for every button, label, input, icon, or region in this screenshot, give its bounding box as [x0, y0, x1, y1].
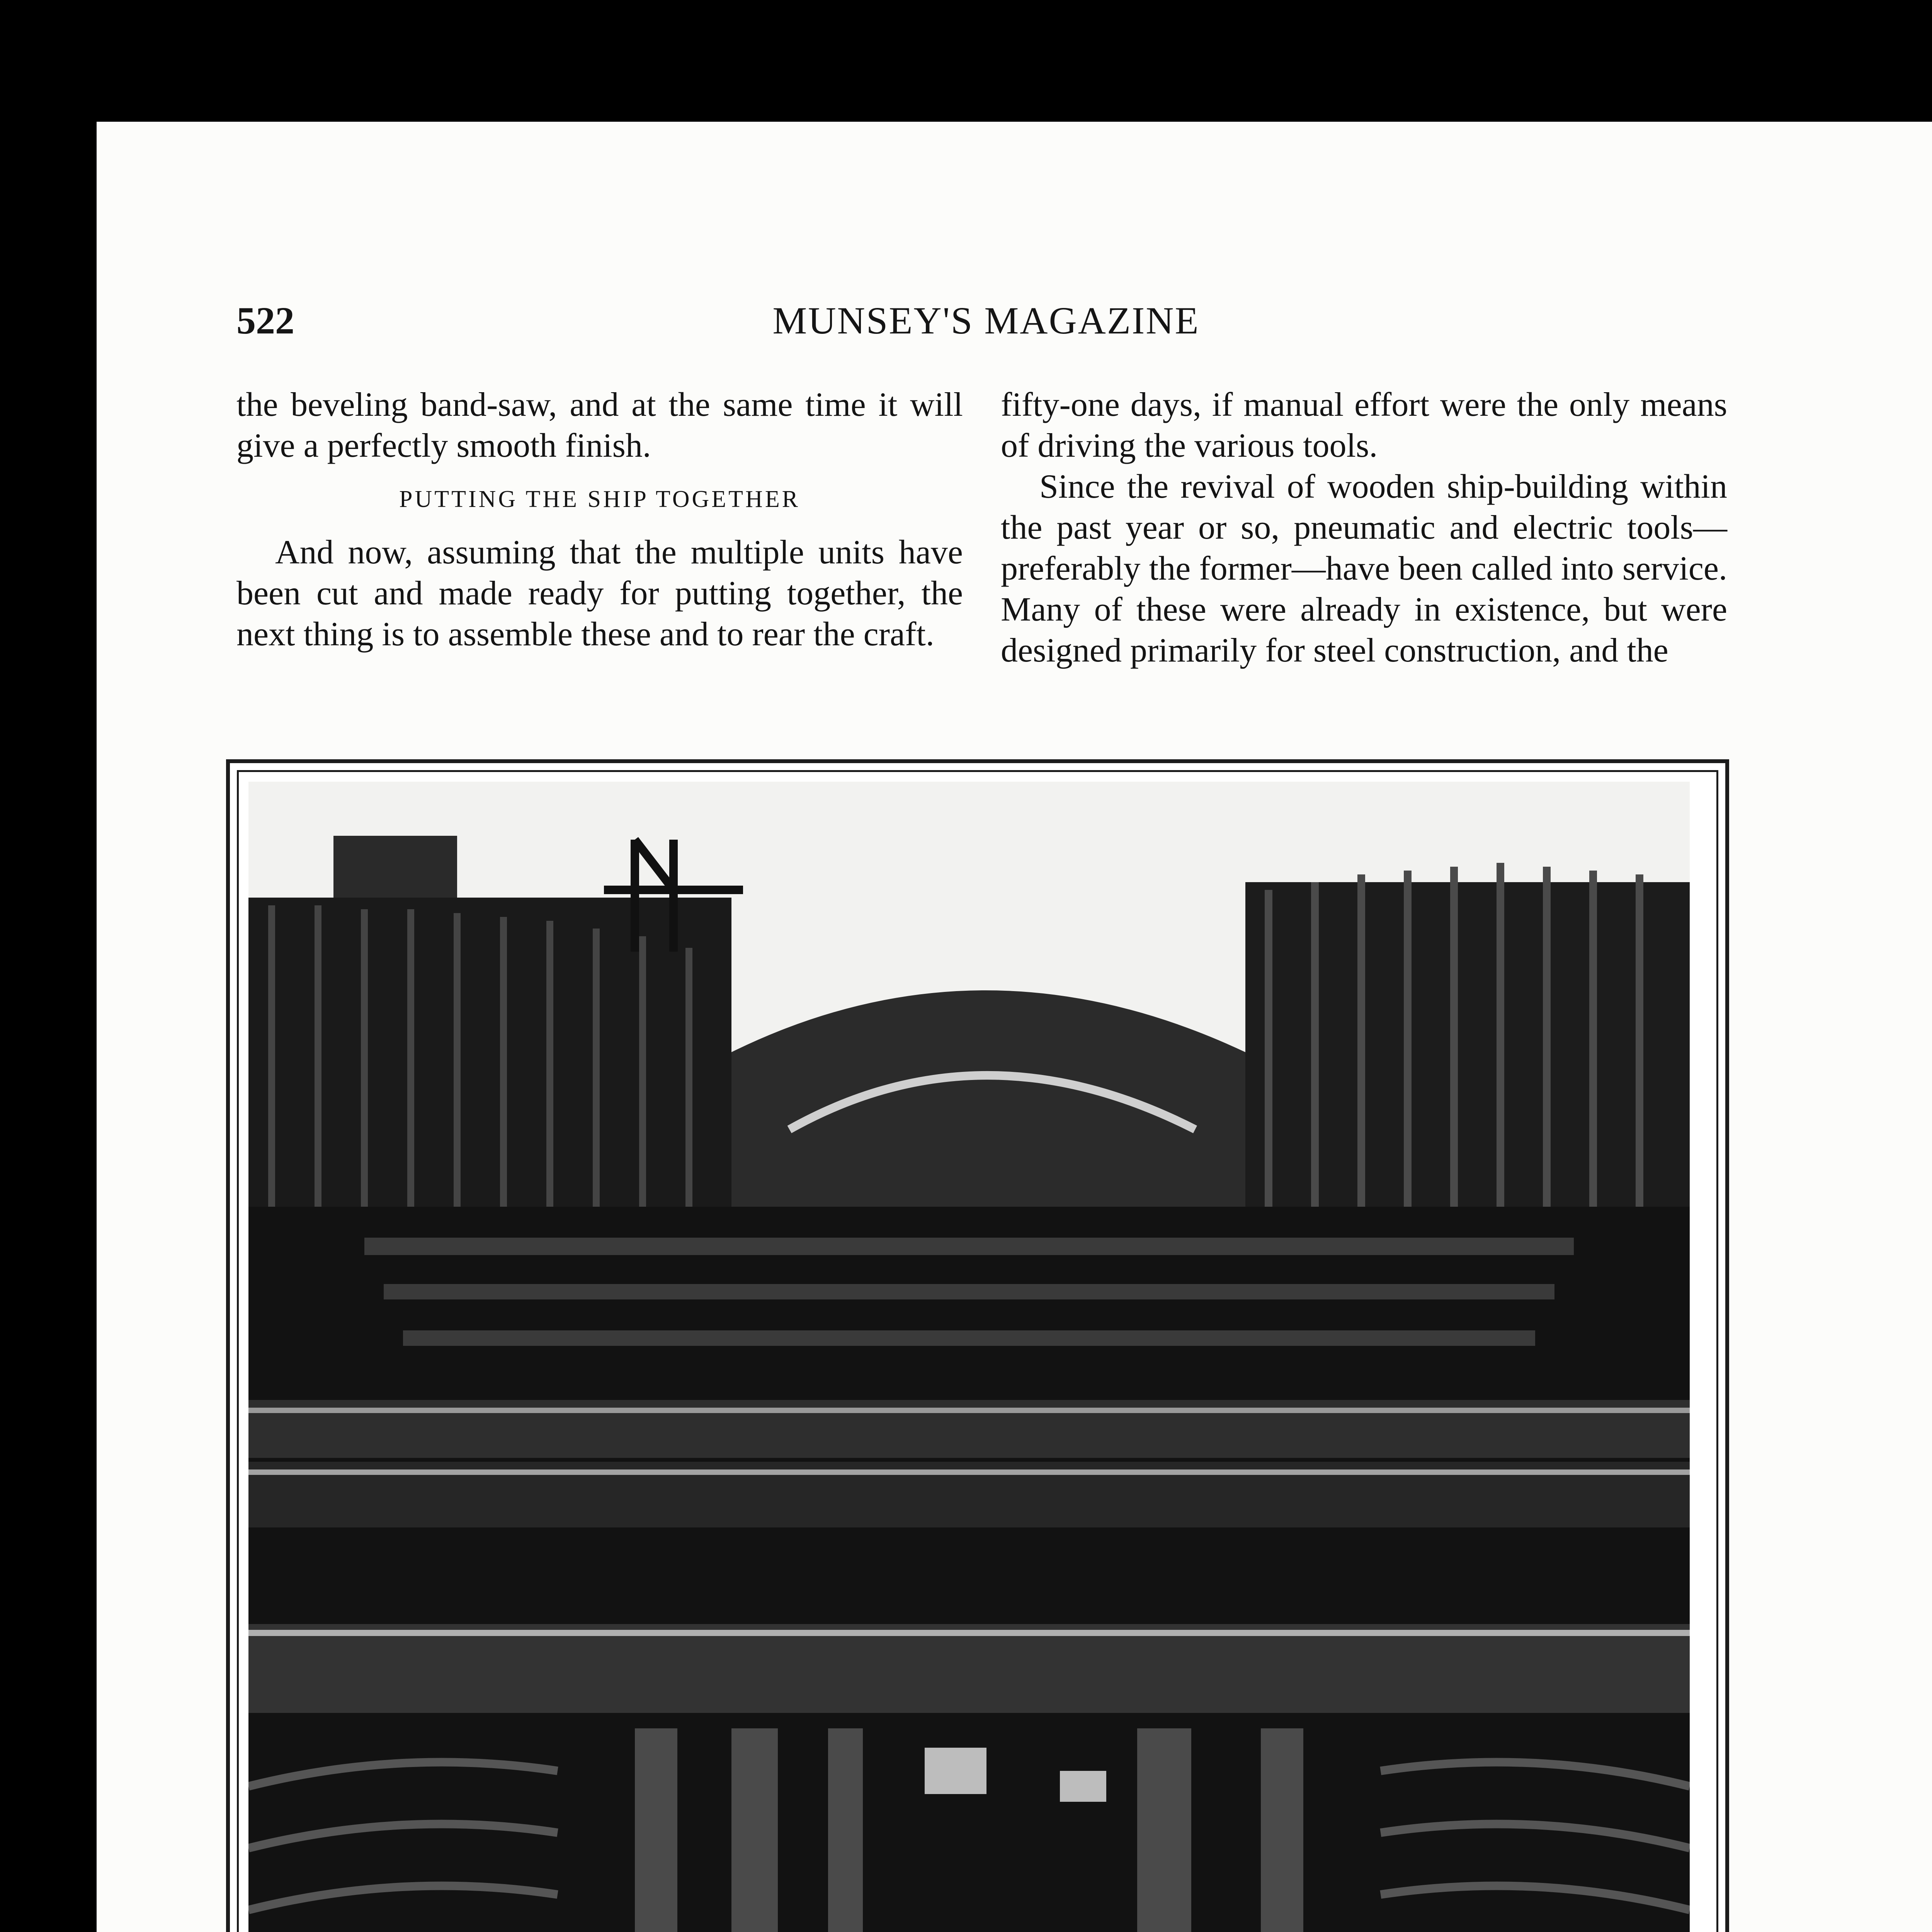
top-left-column — [236, 384, 963, 655]
running-head: MUNSEY'S MAGAZINE — [772, 299, 1200, 342]
top-right-column — [1001, 384, 1727, 671]
paragraph: Since the revival of wooden ship-building within the past year or so, pneumatic and electric tools—preferably the former—have been called into service. Many of these were already in existence, but were designed primarily for steel construction, and the — [1001, 468, 1727, 669]
paragraph: the beveling band-saw, and at the same time it will give a perfectly smooth finish. — [236, 386, 963, 464]
page-number: 522 — [236, 299, 294, 342]
photo-frame — [226, 759, 1729, 1932]
page-header — [236, 298, 1736, 352]
section-subhead: PUTTING THE SHIP TOGETHER — [399, 486, 801, 512]
ship-hull-photo — [248, 782, 1690, 1932]
paragraph: fifty-one days, if manual effort were the only means of driving the various tools. — [1001, 386, 1727, 464]
paragraph: And now, assuming that the multiple units have been cut and made ready for putting together, the next thing is to assemble these and to rear the craft. — [236, 534, 963, 653]
